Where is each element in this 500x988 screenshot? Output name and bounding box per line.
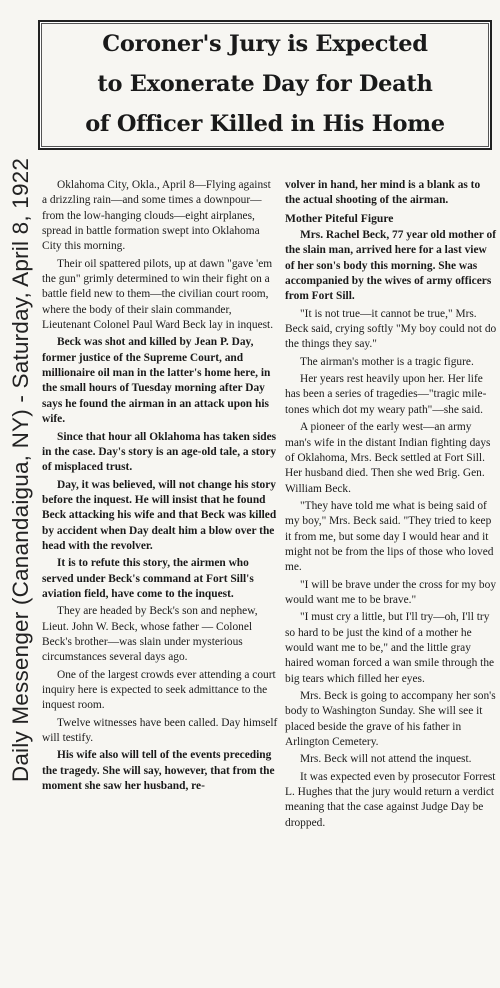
paragraph: Twelve witnesses have been called. Day himself will testify. bbox=[42, 716, 278, 745]
paragraph: Her years rest heavily upon her. Her life has been a series of tragedies—"tragic mile-tones which dot my weary path"—she said. bbox=[285, 373, 487, 416]
date-caption-text: Daily Messenger (Canandaigua, NY) - Saturday, April 8, 1922 bbox=[8, 157, 33, 783]
headline-box bbox=[38, 20, 492, 150]
date-caption bbox=[2, 0, 40, 988]
paragraph: Mrs. Beck will not attend the inquest. bbox=[300, 753, 472, 766]
headline-line-1: Coroner's Jury is Expected bbox=[102, 31, 428, 57]
paragraph: volver in hand, her mind is a blank as to the actual shooting of the airman. bbox=[285, 179, 481, 207]
paragraph: Their oil spattered pilots, up at dawn "gave 'em the gun" grimly determined to win their fight on a battle field new to them—the civilian court room, where the body of their slain commander, Lieutenant Colonel Paul Ward Beck lay in inquest. bbox=[42, 257, 274, 332]
paragraph: Day, it was believed, will not change his story before the inquest. He will insist that he found Beck attacking his wife and that Beck was killed by accident when Day dealt him a blow over the head with the revolver. bbox=[42, 478, 277, 552]
paragraph: It was expected even by prosecutor Forrest L. Hughes that the jury would return a verdict meaning that the case against Judge Day be dropped. bbox=[285, 770, 496, 829]
paragraph: They are headed by Beck's son and nephew, Lieut. John W. Beck, whose father — Colonel Beck's brother—was slain under mysterious circumstances several days ago. bbox=[42, 605, 258, 664]
paragraph: Mrs. Beck is going to accompany her son's body to Washington Sunday. She will see it placed beside the grave of his father in Arlington Cemetery. bbox=[285, 690, 496, 749]
paragraph: "It is not true—it cannot be true," Mrs. Beck said, crying softly "My boy could not do the things they say." bbox=[285, 307, 497, 351]
paragraph: Mrs. Rachel Beck, 77 year old mother of the slain man, arrived here for a last view of her son's body this morning. She was accompanied by the wives of army officers from Fort Sill. bbox=[285, 229, 497, 303]
paragraph: It is to refute this story, the airmen who served under Beck's command at Fort Sill's aviation field, have come to the inquest. bbox=[42, 557, 254, 600]
paragraph: The airman's mother is a tragic figure. bbox=[300, 355, 474, 368]
paragraph: Oklahoma City, Okla., April 8—Flying against a drizzling rain—and some times a downpour—from the low-hanging clouds—eight airplanes, spread in battle formation swept into Oklahoma City this morning. bbox=[42, 179, 271, 253]
headline-line-2: to Exonerate Day for Death bbox=[97, 71, 433, 97]
article-column-1 bbox=[42, 178, 278, 794]
paragraph: His wife also will tell of the events preceding the tragedy. She will say, however, that from the moment she saw her husband, re- bbox=[42, 749, 275, 793]
paragraph: A pioneer of the early west—an army man's wife in the distant Indian fighting days of Oklahoma, Mrs. Beck settled at Fort Sill. Her husband died. Then she wed Brig. Gen. William Beck. bbox=[285, 421, 491, 495]
paragraph: "I will be brave under the cross for my boy would want me to be brave." bbox=[285, 578, 497, 606]
paragraph: "They have told me what is being said of my boy," Mrs. Beck said. "They tried to keep it from me, but some day I would hear and it might not be from the lips of those who loved me. bbox=[285, 499, 494, 574]
subheading: Mother Piteful Figure bbox=[285, 211, 394, 225]
headline-line-3: of Officer Killed in His Home bbox=[85, 111, 445, 137]
paragraph: "I must cry a little, but I'll try—oh, I'll try so hard to be just the kind of a mother he would want me to be," and the little gray haired woman forced a wan smile through the big tears which filled her eyes. bbox=[285, 611, 495, 685]
paragraph: Since that hour all Oklahoma has taken sides in the case. Day's story is an age-old tale, a story of misplaced trust. bbox=[42, 430, 277, 474]
paragraph: One of the largest crowds ever attending a court inquiry here is expected to seek admittance to the inquest room. bbox=[42, 668, 276, 712]
article-column-2 bbox=[285, 178, 497, 831]
paragraph: Beck was shot and killed by Jean P. Day, former justice of the Supreme Court, and millionaire oil man in the latter's home here, in the small hours of Tuesday morning after Day says he found the airman in an attack upon his wife. bbox=[42, 336, 271, 426]
